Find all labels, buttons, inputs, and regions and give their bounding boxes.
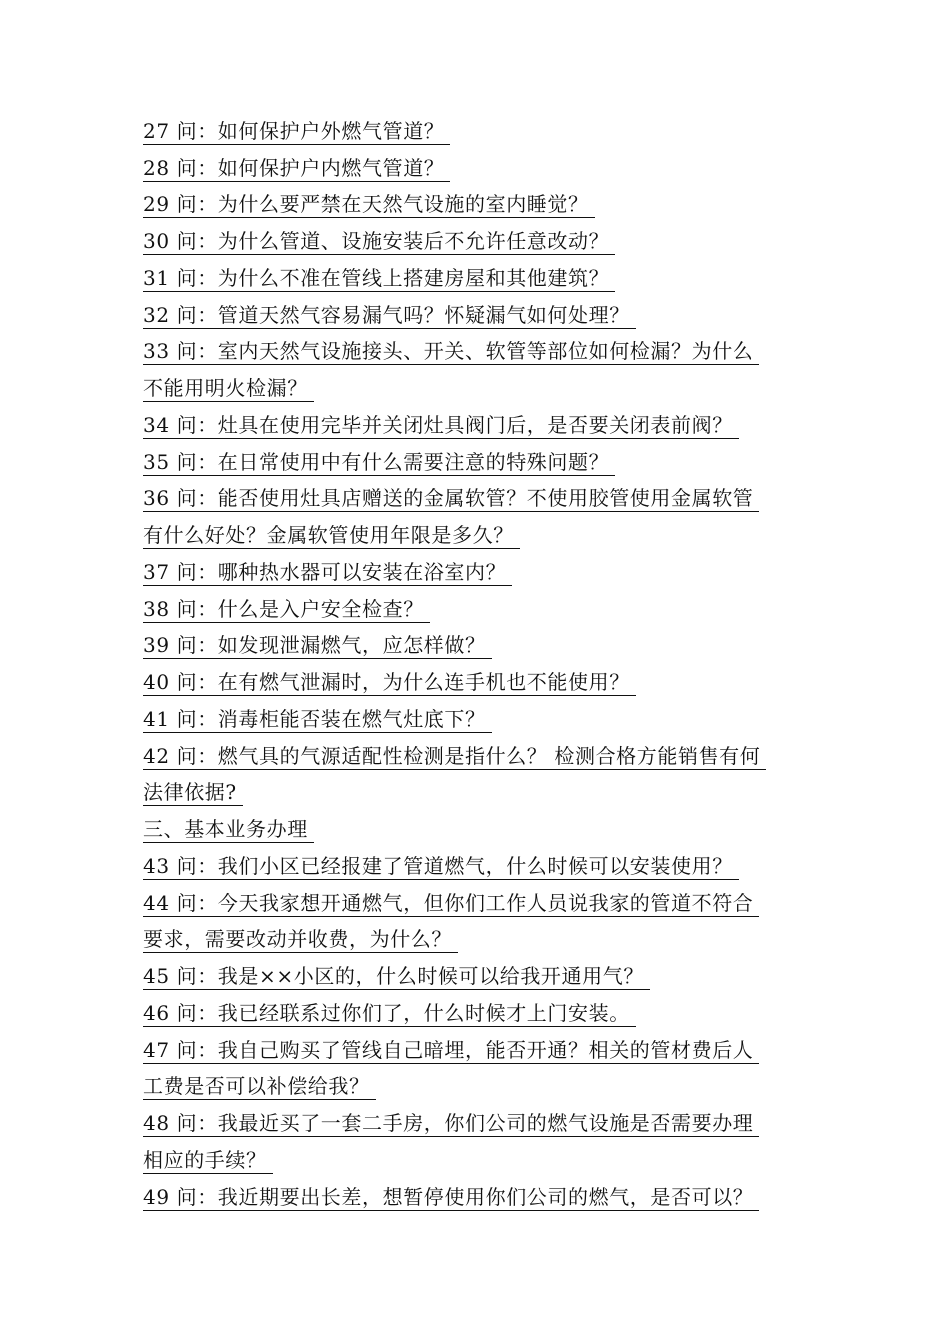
faq-text: 38 问：什么是入户安全检查？: [143, 596, 430, 623]
faq-line-33-cont: [143, 370, 813, 407]
faq-line-44-cont: [143, 922, 813, 959]
faq-line-41: [143, 701, 813, 738]
faq-line-27: [143, 113, 813, 150]
faq-line-35: [143, 444, 813, 481]
faq-text: 41 问：消毒柜能否装在燃气灶底下？: [143, 706, 492, 733]
faq-text: 33 问：室内天然气设施接头、开关、软管等部位如何检漏？为什么: [143, 338, 759, 365]
faq-line-43: [143, 848, 813, 885]
faq-line-34: [143, 407, 813, 444]
faq-line-37: [143, 554, 813, 591]
faq-text: 44 问：今天我家想开通燃气，但你们工作人员说我家的管道不符合: [143, 890, 759, 917]
faq-line-32: [143, 297, 813, 334]
faq-text: 32 问：管道天然气容易漏气吗？怀疑漏气如何处理？: [143, 302, 636, 329]
faq-text: 46 问：我已经联系过你们了，什么时候才上门安装。: [143, 1000, 636, 1027]
faq-text: 28 问：如何保护户内燃气管道？: [143, 155, 450, 182]
faq-line-28: [143, 150, 813, 187]
section-heading: [143, 811, 813, 848]
faq-text: 不能用明火检漏？: [143, 375, 314, 402]
faq-line-49: [143, 1179, 813, 1216]
faq-line-46: [143, 995, 813, 1032]
faq-line-39: [143, 628, 813, 665]
faq-text: 27 问：如何保护户外燃气管道？: [143, 118, 450, 145]
faq-line-44: [143, 885, 813, 922]
faq-line-47: [143, 1032, 813, 1069]
faq-text: 34 问：灶具在使用完毕并关闭灶具阀门后，是否要关闭表前阀？: [143, 412, 739, 439]
faq-line-48-cont: [143, 1142, 813, 1179]
faq-line-48: [143, 1105, 813, 1142]
faq-line-42: [143, 738, 813, 775]
faq-text: 49 问：我近期要出长差，想暂停使用你们公司的燃气，是否可以？: [143, 1184, 759, 1211]
faq-line-33: [143, 334, 813, 371]
faq-line-45: [143, 958, 813, 995]
faq-list: [143, 113, 813, 1216]
faq-line-42-cont: [143, 775, 813, 812]
faq-text: 工费是否可以补偿给我？: [143, 1073, 376, 1100]
faq-line-30: [143, 223, 813, 260]
faq-line-47-cont: [143, 1069, 813, 1106]
faq-line-38: [143, 591, 813, 628]
faq-line-36-cont: [143, 517, 813, 554]
faq-text: 31 问：为什么不准在管线上搭建房屋和其他建筑？: [143, 265, 615, 292]
faq-text: 39 问：如发现泄漏燃气，应怎样做？: [143, 632, 492, 659]
faq-line-29: [143, 187, 813, 224]
faq-text: 42 问：燃气具的气源适配性检测是指什么？ 检测合格方能销售有何: [143, 743, 766, 770]
faq-line-36: [143, 481, 813, 518]
faq-line-31: [143, 260, 813, 297]
faq-text: 30 问：为什么管道、设施安装后不允许任意改动？: [143, 228, 615, 255]
faq-text: 45 问：我是××小区的，什么时候可以给我开通用气？: [143, 963, 650, 990]
faq-text: 47 问：我自己购买了管线自己暗埋，能否开通？相关的管材费后人: [143, 1037, 759, 1064]
section-heading-text: 三、基本业务办理: [143, 816, 314, 843]
faq-line-40: [143, 664, 813, 701]
faq-text: 要求，需要改动并收费，为什么？: [143, 926, 458, 953]
faq-text: 48 问：我最近买了一套二手房，你们公司的燃气设施是否需要办理: [143, 1110, 759, 1137]
faq-text: 法律依据?: [143, 779, 243, 806]
faq-text: 35 问：在日常使用中有什么需要注意的特殊问题？: [143, 449, 615, 476]
faq-text: 37 问：哪种热水器可以安装在浴室内？: [143, 559, 512, 586]
faq-text: 有什么好处？金属软管使用年限是多久？: [143, 522, 520, 549]
faq-text: 相应的手续？: [143, 1147, 273, 1174]
faq-text: 40 问：在有燃气泄漏时，为什么连手机也不能使用？: [143, 669, 636, 696]
faq-text: 43 问：我们小区已经报建了管道燃气，什么时候可以安装使用？: [143, 853, 739, 880]
faq-text: 36 问：能否使用灶具店赠送的金属软管？不使用胶管使用金属软管: [143, 485, 759, 512]
faq-text: 29 问：为什么要严禁在天然气设施的室内睡觉？: [143, 191, 595, 218]
